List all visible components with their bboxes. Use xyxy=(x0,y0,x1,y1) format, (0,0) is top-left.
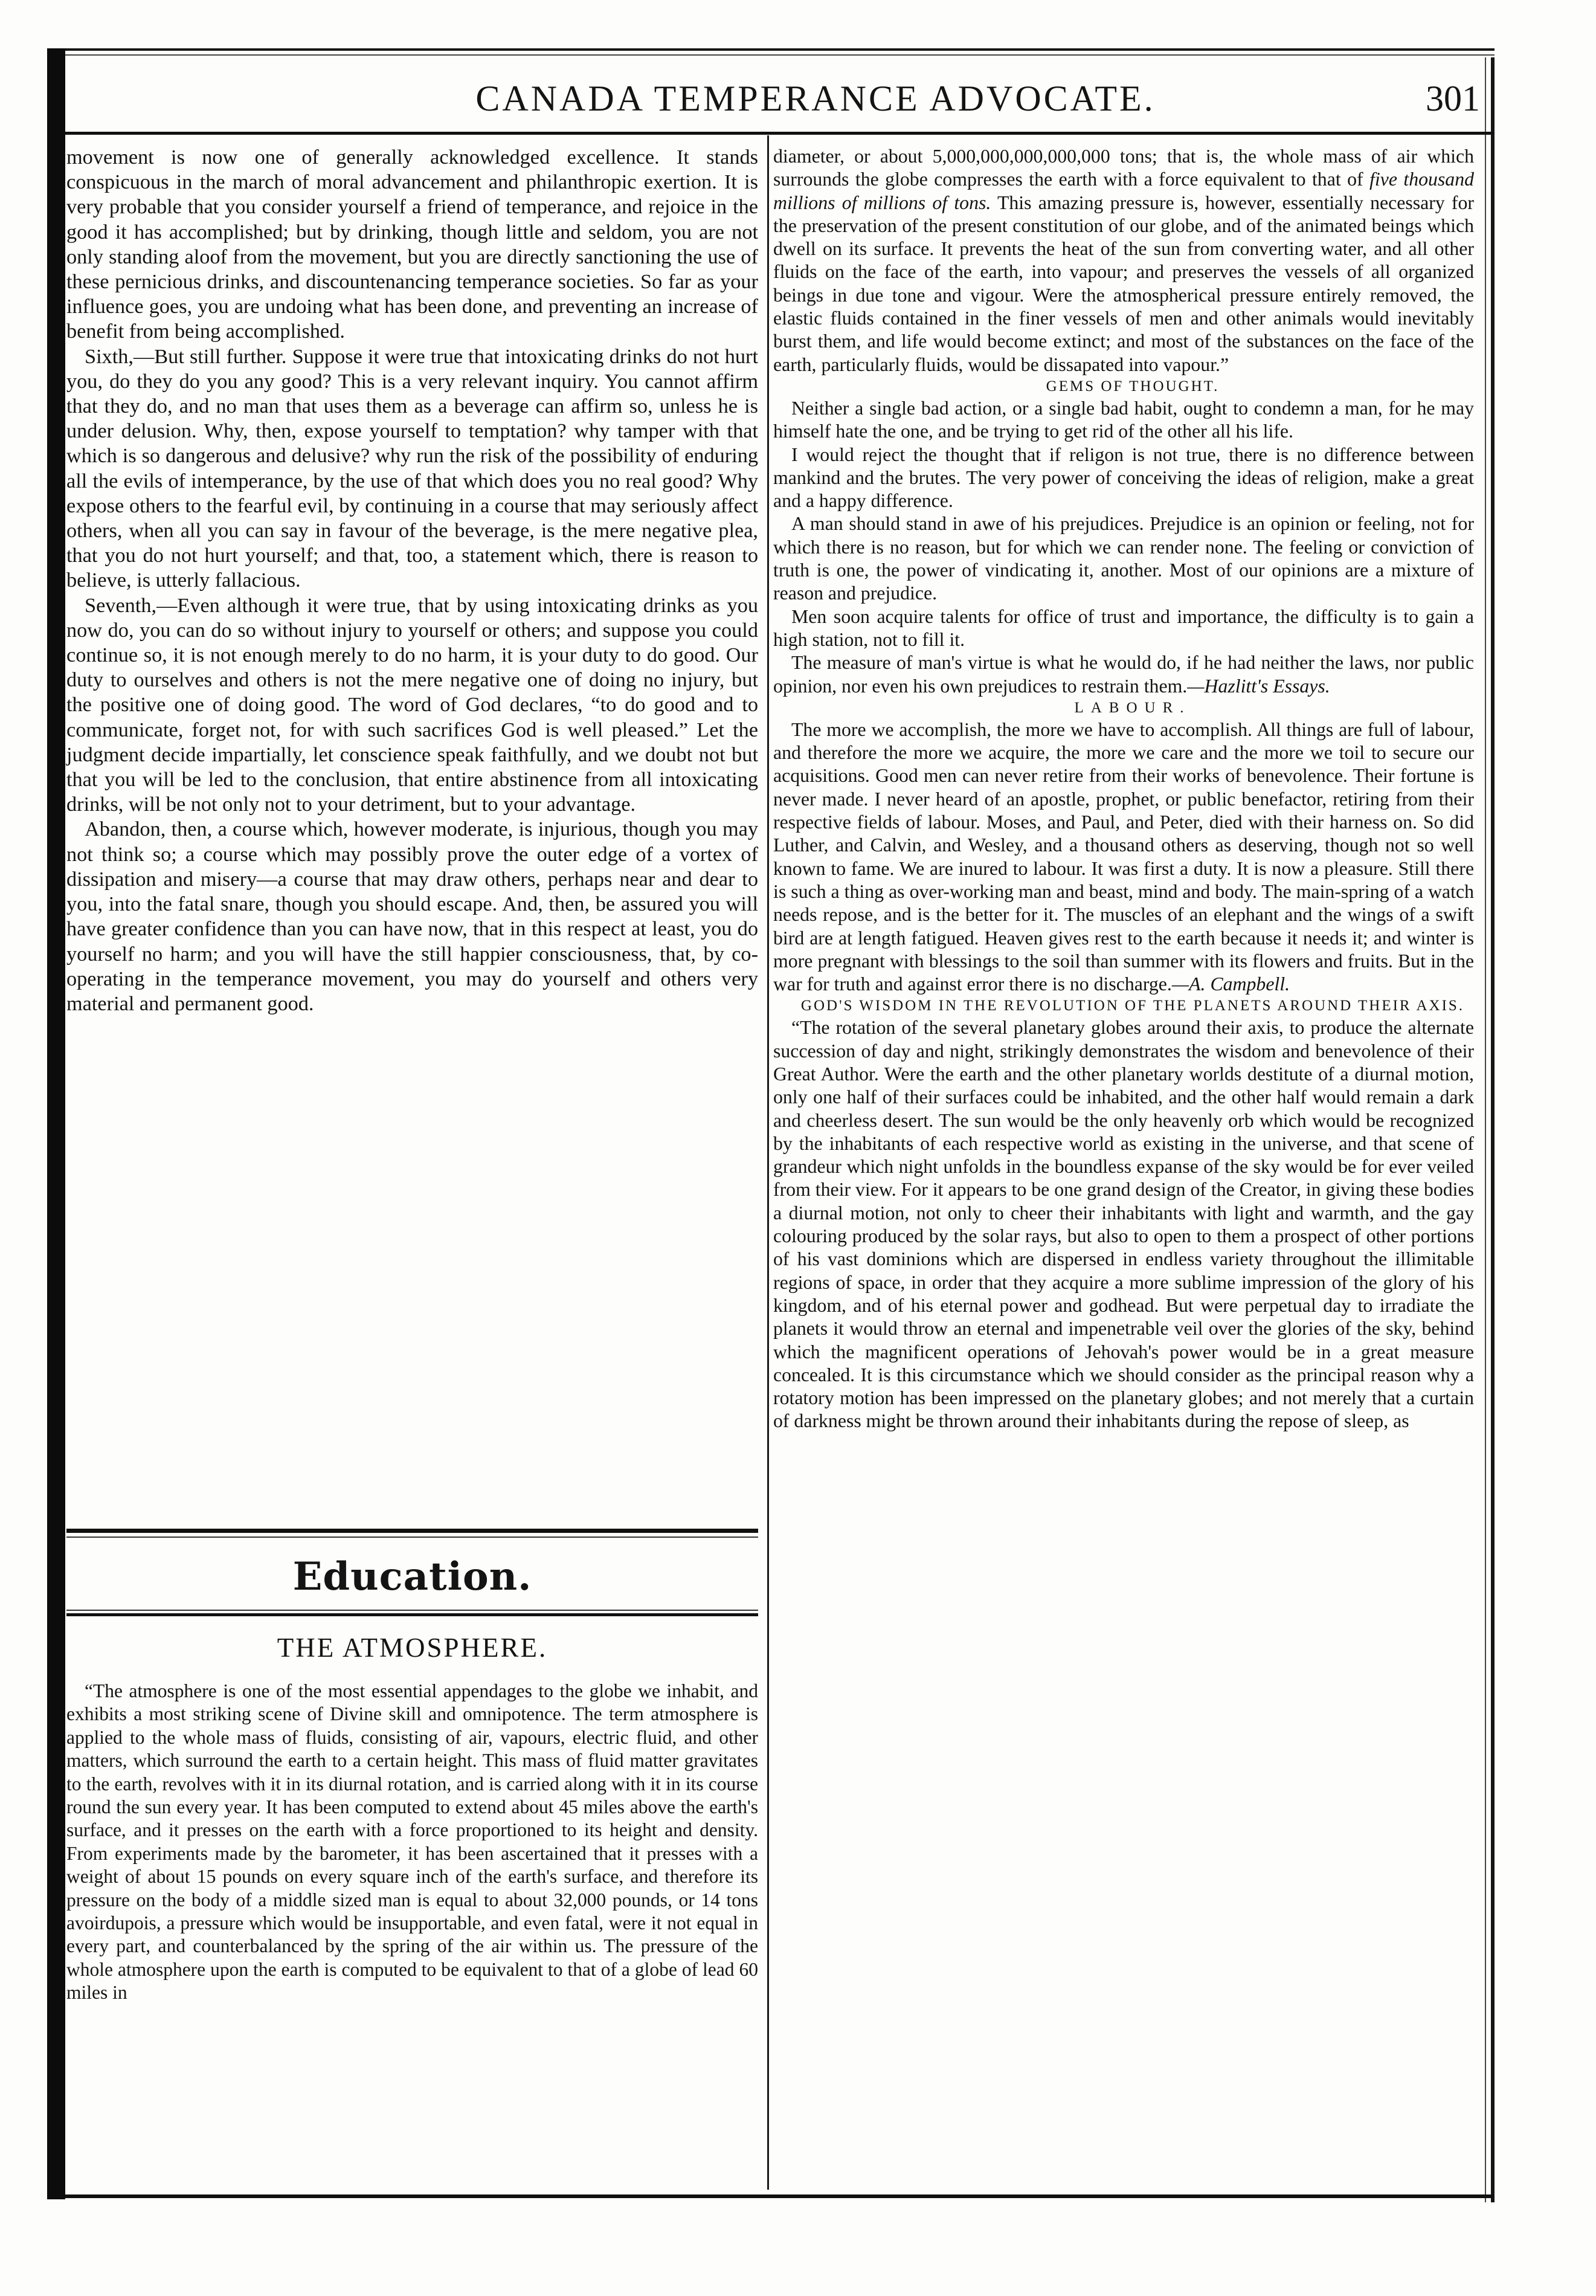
text-run: The more we accomplish, the more we have to accomplish. All things are full of labour, and therefore the more we acquire, the more we care and the more we toil to secure our acquisitions. Good men can never retire from their works of benevolence. Their fortune is never made. I never heard of an apostle, prophet, or public benefactor, retiring from their respective fields of labour. Moses, and Paul, and Peter, died with their harness on. So did Luther, and Calvin, and Wesley, and a thousand others as deserving, though not so well known to fame. We are inured to labour. It was first a duty. It is now a pleasure. Still there is such a thing as over-working man and beast, mind and body. The main-spring of a watch needs repose, and is the better for it. The muscles of an elephant and the wings of a swift bird are at length fatigued. Heaven gives rest to the earth because it needs it; and winter is more pregnant with blessings to the soil than summer with its flowers and fruits. But in the war for truth and against error there is no discharge. xyxy=(773,718,1474,995)
gems-heading: GEMS OF THOUGHT. xyxy=(1046,378,1220,395)
gem-paragraph: A man should stand in awe of his prejudices. Prejudice is an opinion or feeling, not for which there is no reason, but for which we can render none. The feeling or conviction of truth is one, the power of vindicating it, another. Most of our opinions are a mixture of reason and prejudice. xyxy=(773,513,1474,604)
running-head: CANADA TEMPERANCE ADVOCATE. xyxy=(475,79,1156,118)
left-column xyxy=(66,145,758,1016)
right-border-rule-thin xyxy=(1485,57,1486,2202)
right-border-rule xyxy=(1491,57,1495,2202)
scan-edge-bar xyxy=(47,48,65,2199)
gem-paragraph: I would reject the thought that if religon is not true, there is no difference between mankind and the brutes. The very power of conceiving the ideas of religion, make a great and a happy difference. xyxy=(773,443,1474,512)
labour-heading: LABOUR. xyxy=(1074,699,1191,716)
gem-paragraph xyxy=(773,651,1474,698)
page-number: 301 xyxy=(1426,79,1480,118)
attribution: —A. Campbell. xyxy=(1171,973,1290,995)
text-run: This amazing pressure is, however, essentially necessary for the preservation of the present constitution of our globe, and of the animated beings which dwell on its surface. It prevents the heat of the sun from converting water, and all other fluids on the face of the earth, into vapour; and preserves the vessels of all organized beings in due tone and vigour. Were the atmospherical pressure entirely removed, the elastic fluids contained in the finer vessels of men and other animals would inevitably burst them, and life would become extinct; and most of the substances on the face of the earth, particularly fluids, would be dissapated into vapour.” xyxy=(773,192,1474,375)
section-rule xyxy=(66,1529,758,1533)
header-rule xyxy=(65,132,1495,135)
article-title: THE ATMOSPHERE. xyxy=(277,1633,548,1663)
labour-paragraph xyxy=(773,718,1474,996)
section-title: Education. xyxy=(292,1554,532,1599)
wisdom-heading: GOD'S WISDOM IN THE REVOLUTION OF THE PLANETS AROUND THEIR AXIS. xyxy=(800,998,1465,1014)
paragraph: Sixth,—But still further. Suppose it were true that intoxicating drinks do not hurt you, do they do you any good? This is a very relevant inquiry. You cannot affirm that they do, and no man that uses them as a beverage can affirm so, unless he is under delusion. Why, then, expose yourself to temptation? why tamper with that which is so dangerous and delusive? why run the risk of the possibility of enduring all the evils of intemperance, by the use of that which does you no real good? Why expose others to the fearful evil, by continuing in a course that may seriously affect others, when all you can say in favour of the beverage, is the mere negative plea, that you do not hurt yourself; and that, too, a statement which, there is reason to believe, is utterly fallacious. xyxy=(66,344,758,592)
paragraph: Abandon, then, a course which, however moderate, is injurious, though you may not think so; a course which may possibly prove the outer edge of a vortex of dissipation and misery—a course that may draw others, perhaps near and dear to you, into the fatal snare, though you should escape. And, then, be assured you will have greater confidence than you can have now, that in this respect at least, you do yourself no harm; and you will have the still happier consciousness, that, by co-operating in the temperance movement, you may do yourself and others very material and permanent good. xyxy=(66,817,758,1015)
text-run: diameter, or about 5,000,000,000,000,000 tons; that is, the whole mass of air which surrounds the globe compresses the earth with a force equivalent to that of xyxy=(773,146,1474,190)
gem-paragraph: Neither a single bad action, or a single bad habit, ought to condemn a man, for he may himself hate the one, and be trying to get rid of the other all his life. xyxy=(773,397,1474,442)
top-border-rule xyxy=(65,48,1495,51)
italic-text: five thousand millions of millions of tons. xyxy=(773,169,1474,213)
top-border-rule-thin xyxy=(65,54,1495,56)
section-rule xyxy=(66,1613,758,1616)
right-column xyxy=(773,145,1474,1433)
column-divider xyxy=(767,135,769,2190)
paragraph-continued xyxy=(773,145,1474,376)
text-run: The measure of man's virtue is what he would do, if he had neither the laws, nor public opinion, nor even his own prejudices to restrain them. xyxy=(773,652,1474,697)
bottom-border-rule xyxy=(65,2194,1495,2198)
attribution: —Hazlitt's Essays. xyxy=(1187,675,1330,697)
atmosphere-article xyxy=(66,1680,758,2005)
section-rule-thin xyxy=(66,1610,758,1611)
wisdom-paragraph: “The rotation of the several planetary globes around their axis, to produce the alternate succession of day and night, strikingly demonstrates the wisdom and benevolence of their Great Author. Were the earth and the other planetary worlds destitute of a diurnal motion, only one half of their surfaces could be inhabited, and the other half would remain a dark and cheerless desert. The sun would be the only heavenly orb which would be recognized by the inhabitants of each respective world as existing in the universe, and that scene of grandeur which night unfolds in the boundless expanse of the sky would be for ever veiled from their view. For it appears to be one grand design of the Creator, in giving these bodies a diurnal motion, not only to cheer their inhabitants with light and warmth, and the gay colouring produced by the solar rays, but also to open to them a prospect of other portions of his vast dominions which are dispersed in endless variety throughout the illimitable regions of space, in order that they acquire a more sublime impression of the glory of his kingdom, and of his eternal power and godhead. But were perpetual day to irradiate the planets it would throw an eternal and impenetrable veil over the glories of the sky, behind which the magnificent operations of Jehovah's power would be in a great measure concealed. It is this circumstance which we should consider as the principal reason why a rotatory motion has been impressed on the planetary globes; and not merely that a curtain of darkness might be thrown around their inhabitants during the repose of sleep, as xyxy=(773,1017,1474,1432)
paragraph: Seventh,—Even although it were true, that by using intoxicating drinks as you now do, you can do so without injury to yourself or others; and suppose you could continue so, it is not enough merely to do no harm, it is your duty to do good. Our duty to ourselves and others is not the mere negative one of doing no injury, but the positive one of doing good. The word of God declares, “to do good and to communicate, forget not, for with such sacrifices God is well pleased.” Let the judgment decide impartially, let conscience speak faithfully, and we doubt not but that you will be led to the conclusion, that entire abstinence from all intoxicating drinks, will be not only not to your detriment, but to your advantage. xyxy=(66,593,758,816)
paragraph: movement is now one of generally acknowledged excellence. It stands conspicuous in the march of moral advancement and philanthropic exertion. It is very probable that you consider yourself a friend of temperance, and rejoice in the good it has accomplished; but by drinking, though little and seldom, you are not only standing aloof from the movement, but you are directly sanctioning the use of these pernicious drinks, and discountenancing temperance societies. So far as your influence goes, you are undoing what has been done, and preventing an increase of benefit from being accomplished. xyxy=(66,146,758,343)
paragraph: “The atmosphere is one of the most essential appendages to the globe we inhabit, and exhibits a most striking scene of Divine skill and omnipotence. The term atmosphere is applied to the whole mass of fluids, consisting of air, vapours, electric fluid, and other matters, which surround the earth to a certain height. This mass of fluid matter gravitates to the earth, revolves with it in its diurnal rotation, and is carried along with it in its course round the sun every year. It has been computed to extend about 45 miles above the earth's surface, and it presses on the earth with a force proportioned to its height and density. From experiments made by the barometer, it has been ascertained that it presses with a weight of about 15 pounds on every square inch of the earth's surface, and therefore its pressure on the body of a middle sized man is equal to about 32,000 pounds, or 14 tons avoirdupois, a pressure which would be insupportable, and even fatal, were it not equal in every part, and counterbalanced by the spring of the air within us. The pressure of the whole atmosphere upon the earth is computed to be equivalent to that of a globe of lead 60 miles in xyxy=(66,1680,758,2004)
gem-paragraph: Men soon acquire talents for office of trust and importance, the difficulty is to gain a high station, not to fill it. xyxy=(773,605,1474,650)
section-rule-thin xyxy=(66,1537,758,1538)
